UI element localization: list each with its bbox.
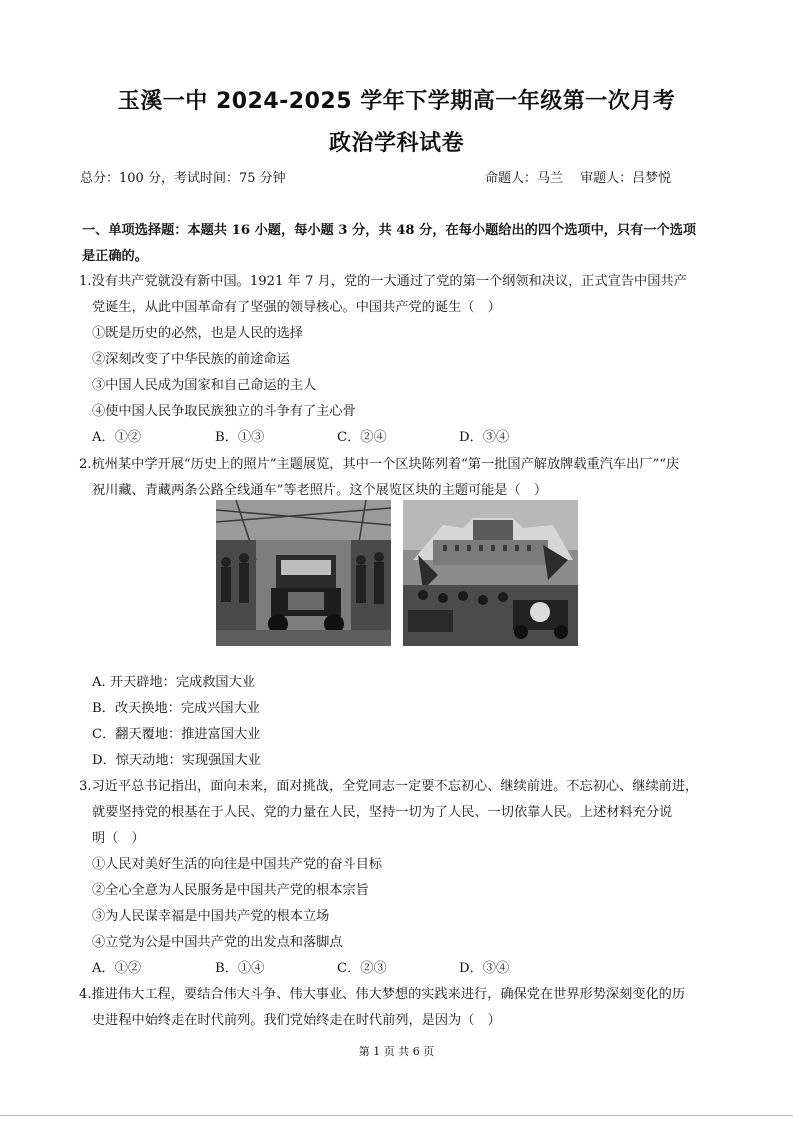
q3-option-a: A．①②	[92, 961, 142, 976]
q1-option-a: A．①②	[92, 430, 142, 445]
q2-stem-cont: 祝川藏、青藏两条公路全线通车”等老照片。这个展览区块的主题可能是（ ）	[92, 483, 548, 498]
q1-option-c: C．②④	[337, 430, 387, 445]
potala-celebration-photo	[403, 500, 578, 646]
q2-option-c: C．翻天覆地：推进富国大业	[92, 727, 261, 742]
exam-subtitle: 政治学科试卷	[328, 131, 464, 156]
q3-stem-cont: 明（ ）	[92, 831, 145, 846]
exam-title: 玉溪一中 2024-2025 学年下学期高一年级第一次月考	[117, 89, 676, 114]
q1-item: ③中国人民成为国家和自己命运的主人	[92, 378, 317, 393]
q3-item: ③为人民谋幸福是中国共产党的根本立场	[92, 909, 330, 924]
exam-authors: 命题人：马兰 审题人：吕梦悦	[485, 171, 672, 186]
q4-stem: 4.推进伟大工程，要结合伟大斗争、伟大事业、伟大梦想的实践来进行，确保党在世界形势深刻变化的历	[79, 987, 686, 1002]
page-divider	[0, 1115, 793, 1116]
q4-stem-cont: 史进程中始终走在时代前列。我们党始终走在时代前列，是因为（ ）	[92, 1013, 501, 1028]
q2-option-a: A. 开天辟地：完成救国大业	[92, 675, 255, 690]
q1-item: ①既是历史的必然，也是人民的选择	[92, 326, 303, 341]
section-heading: 一、单项选择题：本题共 16 小题，每小题 3 分，共 48 分，在每小题给出的四个选项中，只有一个选项	[82, 223, 697, 238]
q3-item: ①人民对美好生活的向往是中国共产党的奋斗目标	[92, 857, 383, 872]
q2-option-d: D．惊天动地：实现强国大业	[92, 753, 261, 768]
page-number: 第 1 页 共 6 页	[358, 1045, 435, 1058]
section-heading-cont: 是正确的。	[82, 249, 148, 264]
exam-score-time: 总分：100 分，考试时间：75 分钟	[80, 171, 286, 186]
q1-option-d: D．③④	[459, 430, 510, 445]
q2-stem: 2.杭州某中学开展“历史上的照片”主题展览，其中一个区块陈列着“第一批国产解放牌载重汽车出厂”“庆	[79, 457, 680, 472]
q3-item: ②全心全意为人民服务是中国共产党的根本宗旨	[92, 883, 369, 898]
q1-stem-cont: 党诞生，从此中国革命有了坚强的领导核心。中国共产党的诞生（ ）	[92, 300, 501, 315]
q3-option-c: C．②③	[337, 961, 387, 976]
q1-stem: 1.没有共产党就没有新中国。1921 年 7 月，党的一大通过了党的第一个纲领和决议，正式宣告中国共产	[79, 274, 687, 289]
truck-factory-photo	[216, 500, 391, 646]
q3-stem-cont: 就要坚持党的根基在于人民、党的力量在人民，坚持一切为了人民、一切依靠人民。上述材料充分说	[92, 805, 673, 820]
q1-item: ②深刻改变了中华民族的前途命运	[92, 352, 290, 367]
q1-option-b: B．①③	[215, 430, 265, 445]
q3-item: ④立党为公是中国共产党的出发点和落脚点	[92, 935, 343, 950]
q1-item: ④使中国人民争取民族独立的斗争有了主心骨	[92, 404, 356, 419]
q3-option-d: D．③④	[459, 961, 510, 976]
q3-stem: 3.习近平总书记指出，面向未来，面对挑战，全党同志一定要不忘初心、继续前进。不忘初心、继续前进，	[79, 779, 699, 794]
q2-option-b: B．改天换地：完成兴国大业	[92, 701, 260, 716]
q3-option-b: B．①④	[215, 961, 265, 976]
